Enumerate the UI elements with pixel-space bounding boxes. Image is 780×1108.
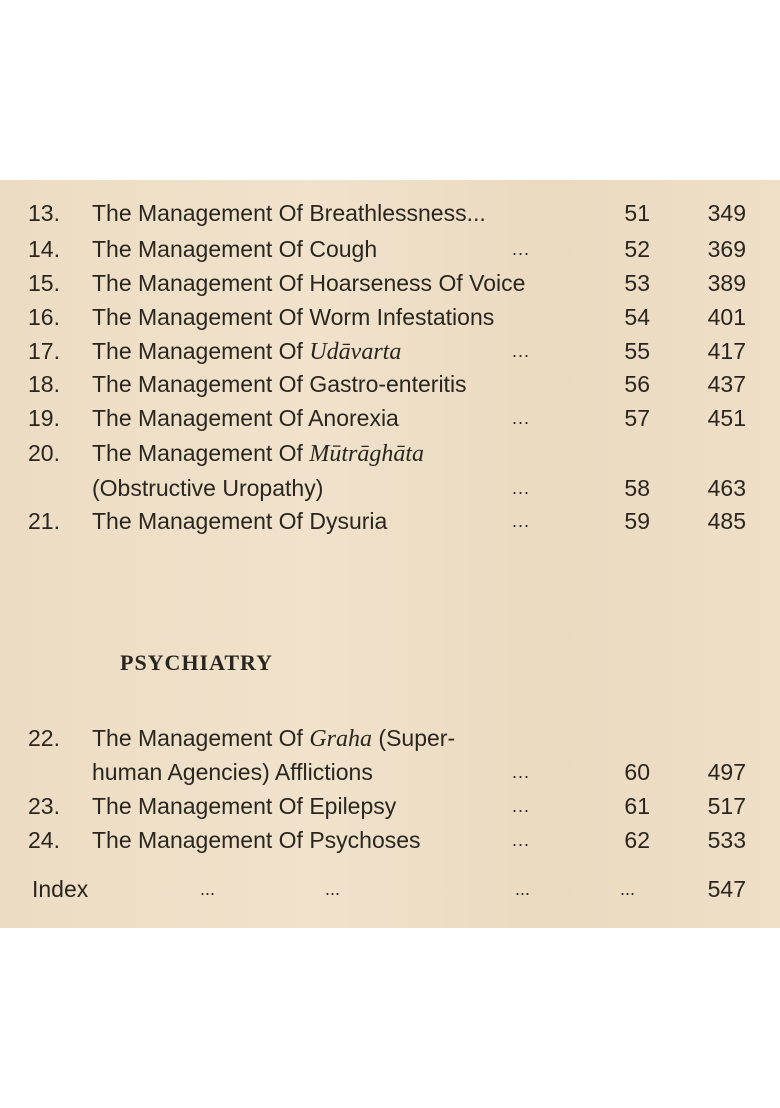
entry-title: The Management Of Breathlessness... xyxy=(92,200,486,226)
page-number: 417 xyxy=(707,338,746,364)
toc-entry xyxy=(0,436,780,470)
page-number: 485 xyxy=(707,508,746,534)
chapter-number: 62 xyxy=(624,827,650,853)
chapter-number: 53 xyxy=(624,270,650,296)
entry-title: The Management Of Worm Infestations xyxy=(92,304,495,330)
toc-index-entry xyxy=(0,872,780,906)
entry-number: 13. xyxy=(28,200,60,226)
entry-title: The Management Of Hoarseness Of Voice xyxy=(92,270,526,296)
entry-number: 19. xyxy=(28,405,60,431)
toc-entry xyxy=(0,334,780,368)
chapter-number: 61 xyxy=(624,793,650,819)
entry-number: 23. xyxy=(28,793,60,819)
entry-number: 15. xyxy=(28,270,60,296)
entry-title: The Management Of Anorexia xyxy=(92,405,399,431)
chapter-number: 55 xyxy=(624,338,650,364)
section-heading: PSYCHIATRY xyxy=(120,650,274,675)
page-number: 349 xyxy=(707,200,746,226)
page-number: 517 xyxy=(707,793,746,819)
toc-entry xyxy=(0,823,780,857)
entry-title-text-after: (Super- xyxy=(372,725,456,751)
chapter-number: 52 xyxy=(624,236,650,262)
leader-dots: ... xyxy=(512,408,531,428)
toc-entry xyxy=(0,721,780,755)
entry-title: The Management Of Epilepsy xyxy=(92,793,397,819)
leader-dots: ... xyxy=(512,762,531,782)
leader-dots: ... xyxy=(325,879,341,899)
page-number: 369 xyxy=(707,236,746,262)
entry-title-line2: human Agencies) Afflictions xyxy=(92,759,373,785)
entry-title-text: The Management Of xyxy=(92,440,310,466)
toc-entry xyxy=(0,401,780,435)
toc-entry xyxy=(0,266,780,300)
leader-dots: ... xyxy=(512,239,531,259)
leader-dots: ... xyxy=(200,879,216,899)
toc-entry xyxy=(0,367,780,401)
entry-title: The Management Of Cough xyxy=(92,236,378,262)
entry-title-italic: Udāvarta xyxy=(309,339,402,365)
entry-number: 17. xyxy=(28,338,60,364)
entry-title-text: The Management Of xyxy=(92,725,310,751)
entry-title xyxy=(92,436,424,471)
entry-title-italic: Graha xyxy=(309,726,373,752)
chapter-number: 56 xyxy=(624,371,650,397)
page-number: 437 xyxy=(707,371,746,397)
entry-title: The Management Of Gastro-enteritis xyxy=(92,371,467,397)
index-label: Index xyxy=(32,876,89,902)
chapter-number: 54 xyxy=(624,304,650,330)
entry-number: 20. xyxy=(28,440,60,466)
entry-title: The Management Of Psychoses xyxy=(92,827,421,853)
leader-dots: ... xyxy=(512,830,531,850)
entry-number: 21. xyxy=(28,508,60,534)
entry-number: 14. xyxy=(28,236,60,262)
toc-entry-continued xyxy=(0,755,780,789)
entry-title: The Management Of Dysuria xyxy=(92,508,388,534)
entry-title-italic: Mūtrāghāta xyxy=(309,441,425,467)
page-number: 389 xyxy=(707,270,746,296)
toc-entry xyxy=(0,300,780,334)
toc-entry-continued xyxy=(0,471,780,505)
entry-number: 22. xyxy=(28,725,60,751)
entry-title-text: The Management Of xyxy=(92,338,310,364)
toc-entry xyxy=(0,504,780,538)
entry-title xyxy=(92,721,455,756)
leader-dots: ... xyxy=(512,796,531,816)
page-number: 463 xyxy=(707,475,746,501)
page-number: 547 xyxy=(707,876,746,902)
entry-number: 16. xyxy=(28,304,60,330)
leader-dots: ... xyxy=(512,341,531,361)
page-number: 497 xyxy=(707,759,746,785)
leader-dots: ... xyxy=(620,879,636,899)
leader-dots: ... xyxy=(512,511,531,531)
entry-number: 24. xyxy=(28,827,60,853)
page-number: 451 xyxy=(707,405,746,431)
leader-dots: ... xyxy=(512,478,531,498)
entry-title xyxy=(92,334,401,369)
page-number: 401 xyxy=(707,304,746,330)
chapter-number: 60 xyxy=(624,759,650,785)
entry-title-line2: (Obstructive Uropathy) xyxy=(92,475,324,501)
toc-entry xyxy=(0,789,780,823)
entry-number: 18. xyxy=(28,371,60,397)
page-number: 533 xyxy=(707,827,746,853)
chapter-number: 58 xyxy=(624,475,650,501)
chapter-number: 51 xyxy=(624,200,650,226)
chapter-number: 57 xyxy=(624,405,650,431)
leader-dots: ... xyxy=(515,879,531,899)
toc-entry xyxy=(0,232,780,266)
chapter-number: 59 xyxy=(624,508,650,534)
toc-entry xyxy=(0,196,780,230)
